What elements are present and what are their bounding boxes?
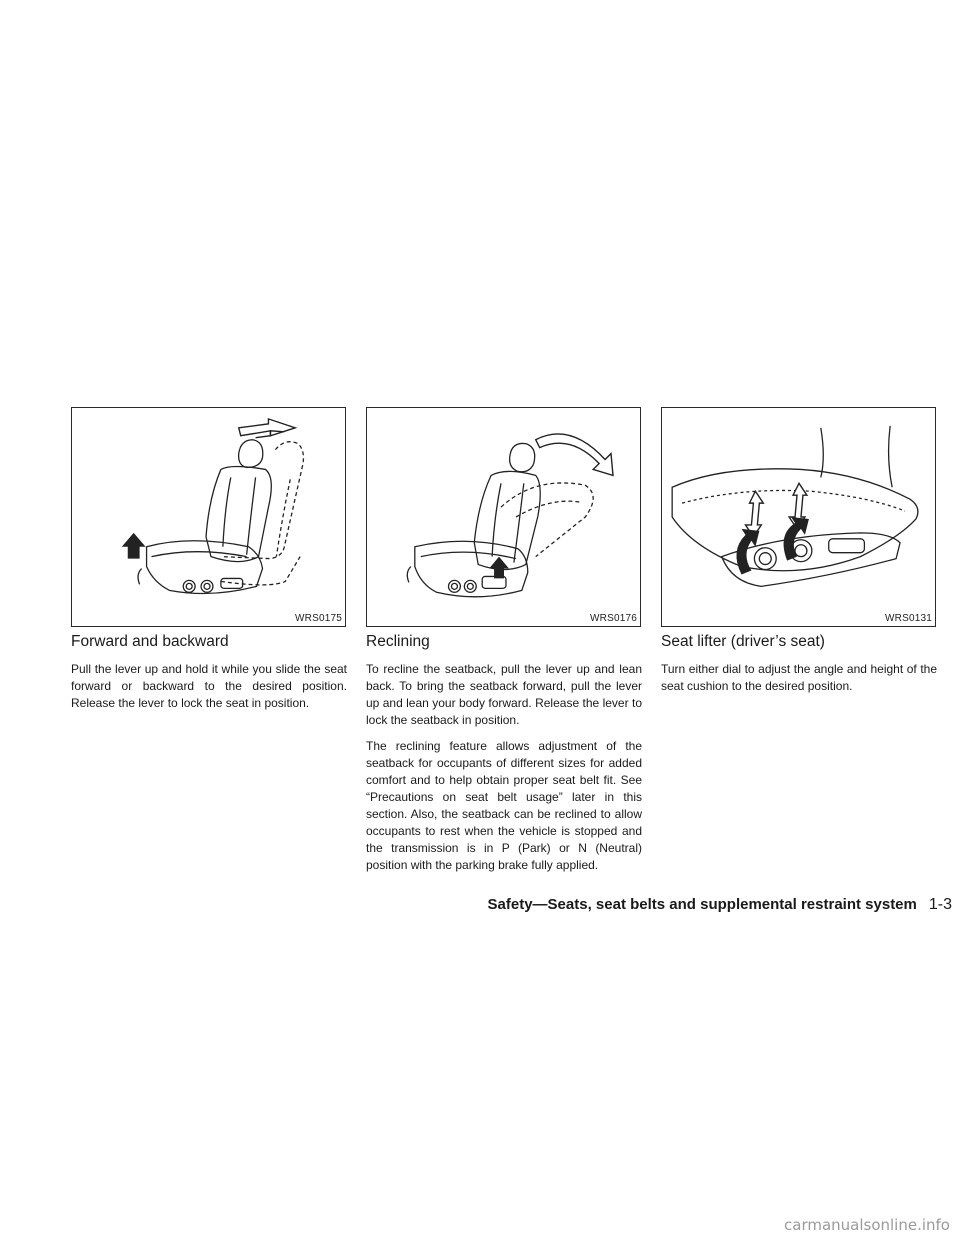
figure-reclining <box>366 407 641 627</box>
section-heading: Reclining <box>366 633 430 650</box>
figure-seat-lifter <box>661 407 936 627</box>
body-paragraph: Pull the lever up and hold it while you slide the seat forward or backward to the desired position. Release the lever to lock the seat in position. <box>71 662 347 710</box>
chapter-title: Safety—Seats, seat belts and supplemental restraint system <box>487 896 917 913</box>
section-heading: Seat lifter (driver’s seat) <box>661 633 825 650</box>
section-forward-backward <box>71 633 347 721</box>
page-number: 1-3 <box>928 896 952 913</box>
body-paragraph: Turn either dial to adjust the angle and height of the seat cushion to the desired position. <box>661 662 937 693</box>
page-footer <box>480 896 952 914</box>
body-paragraph: To recline the seatback, pull the lever up and lean back. To bring the seatback forward, pull the lever up and lean your body forward. Release the lever to lock the seatback in position. <box>366 662 642 727</box>
section-seat-lifter <box>661 633 937 704</box>
figure-forward-backward <box>71 407 346 627</box>
section-reclining <box>366 633 642 883</box>
seat-lifter-illustration <box>662 408 935 626</box>
section-heading: Forward and backward <box>71 633 229 650</box>
body-paragraph: The reclining feature allows adjustment of the seatback for occupants of different sizes for added comfort and to help obtain proper seat belt fit. See “Precautions on seat belt usage” later in this section. Also, the seatback can be reclined to allow occupants to rest when the vehicle is stopped and the transmission is in P (Park) or N (Neutral) position with the parking brake fully applied. <box>366 739 642 872</box>
seat-recline-illustration <box>367 408 640 626</box>
figure-id-label: WRS0175 <box>295 613 342 624</box>
seat-slide-illustration <box>72 408 345 626</box>
figure-id-label: WRS0176 <box>590 613 637 624</box>
watermark-text: carmanualsonline.info <box>784 1216 950 1234</box>
figure-id-label: WRS0131 <box>885 613 932 624</box>
